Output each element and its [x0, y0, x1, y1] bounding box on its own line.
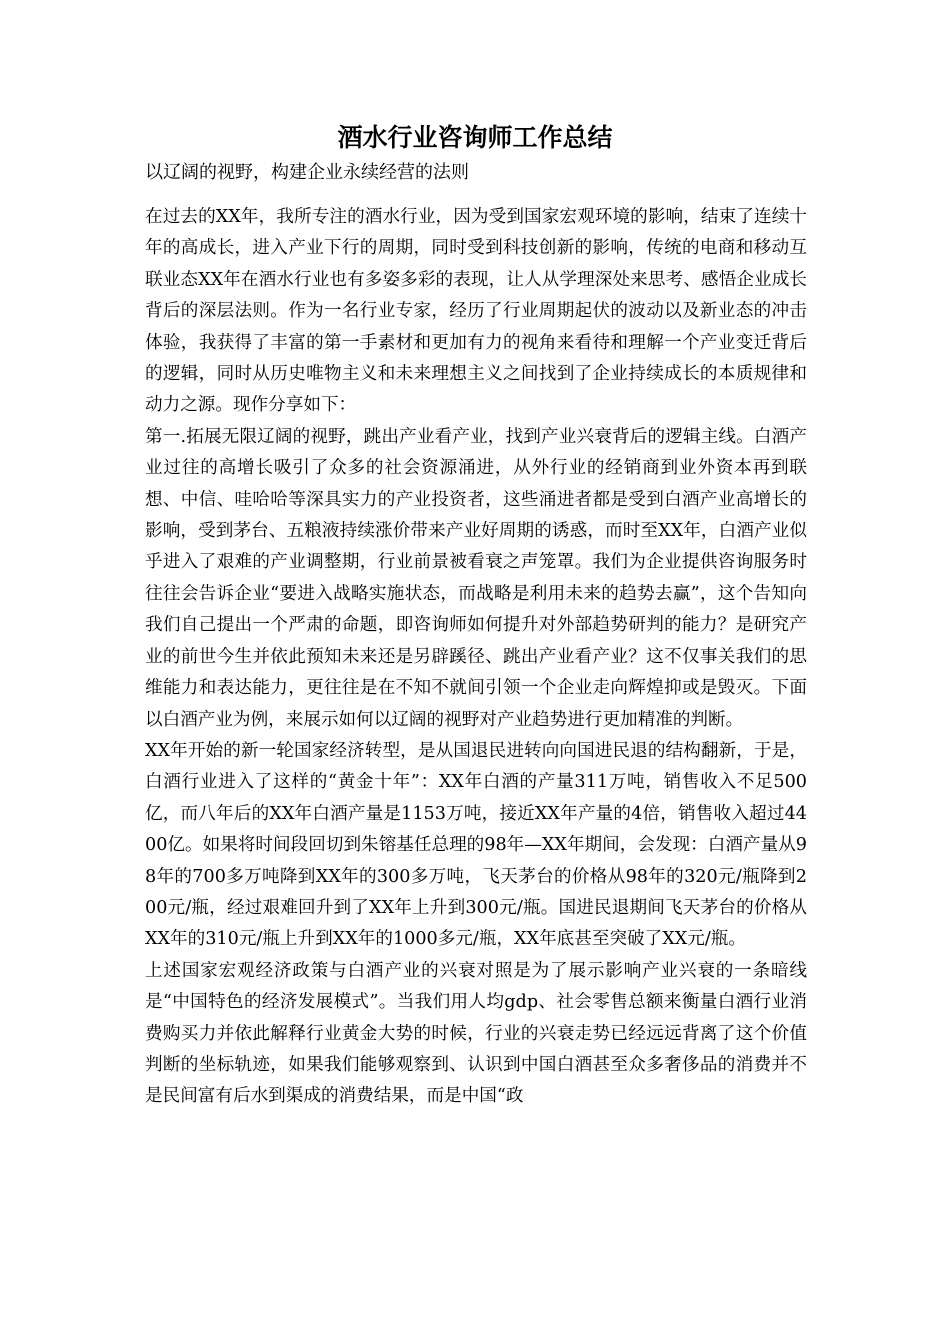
paragraph-point-one: 第一.拓展无限辽阔的视野，跳出产业看产业，找到产业兴衰背后的逻辑主线。白酒产业过往的高增长吸引了众多的社会资源涌进，从外行业的经销商到业外资本再到联想、中信、哇哈哈等深具实力的产业投资者，这些涌进者都是受到白酒产业高增长的影响，受到茅台、五粮液持续涨价带来产业好周期的诱惑，而时至XX年，白酒产业似乎进入了艰难的产业调整期，行业前景被看衰之声笼罩。我们为企业提供咨询服务时往往会告诉企业“要进入战略实施状态，而战略是利用未来的趋势去赢”，这个告知向我们自己提出一个严肃的命题，即咨询师如何提升对外部趋势研判的能力？是研究产业的前世今生并依此预知未来还是另辟蹊径、跳出产业看产业？这不仅事关我们的思维能力和表达能力，更往往是在不知不就间引领一个企业走向辉煌抑或是毁灭。下面以白酒产业为例，来展示如何以辽阔的视野对产业趋势进行更加精准的判断。	[145, 426, 807, 730]
paragraph-intro: 在过去的XX年，我所专注的酒水行业，因为受到国家宏观环境的影响，结束了连续十年的高成长，进入产业下行的周期，同时受到科技创新的影响，传统的电商和移动互联业态XX年在酒水行业也有多姿多彩的表现，让人从学理深处来思考、感悟企业成长背后的深层法则。作为一名行业专家，经历了行业周期起伏的波动以及新业态的冲击体验，我获得了丰富的第一手素材和更加有力的视角来看待和理解一个产业变迁背后的逻辑，同时从历史唯物主义和未来理想主义之间找到了企业持续成长的本质规律和动力之源。现作分享如下：	[145, 207, 807, 416]
document-title: 酒水行业咨询师工作总结	[337, 123, 613, 152]
paragraph-economic-transition: XX年开始的新一轮国家经济转型，是从国退民进转向向国进民退的结构翻新，于是，白酒行业进入了这样的“黄金十年”：XX年白酒的产量311万吨，销售收入不足500亿，而八年后的XX年白酒产量是1153万吨，接近XX年产量的4倍，销售收入超过4400亿。如果将时间段回切到朱镕基任总理的98年—XX年期间，会发现：白酒产量从98年的700多万吨降到XX年的300多万吨，飞天茅台的价格从98年的320元/瓶降到200元/瓶，经过艰难回升到了XX年上升到300元/瓶。国进民退期间飞天茅台的价格从XX年的310元/瓶上升到XX年的1000多元/瓶，XX年底甚至突破了XX元/瓶。	[145, 740, 807, 950]
document-body	[145, 202, 807, 1113]
paragraph-hidden-thread: 上述国家宏观经济政策与白酒产业的兴衰对照是为了展示影响产业兴衰的一条暗线是“中国特色的经济发展模式”。当我们用人均gdp、社会零售总额来衡量白酒行业消费购买力并依此解释行业黄金大势的时候，行业的兴衰走势已经远远背离了这个价值判断的坐标轨迹，如果我们能够观察到、认识到中国白酒甚至众多奢侈品的消费并不是民间富有后水到渠成的消费结果，而是中国“政	[145, 960, 807, 1107]
document-subtitle: 以辽阔的视野，构建企业永续经营的法则	[145, 162, 469, 183]
